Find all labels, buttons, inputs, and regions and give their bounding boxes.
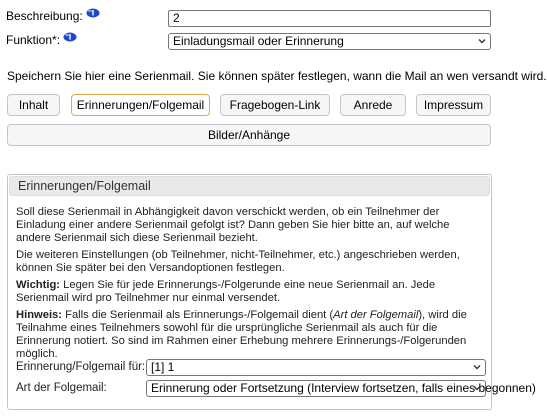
tab-inhalt[interactable]: Inhalt [7,94,60,116]
wichtig-label: Wichtig: [16,279,61,291]
funktion-label: Funktion*: [6,33,61,47]
beschreibung-input[interactable]: 2 [168,10,491,27]
tab-anrede[interactable]: Anrede [340,94,406,116]
tab-erinnerungen[interactable]: Erinnerungen/Folgemail [71,94,210,116]
tab-impressum[interactable]: Impressum [416,94,491,116]
hinweis-label: Hinweis: [16,309,63,321]
folgemail-fuer-select[interactable] [146,359,486,376]
folgemail-fuer-label: Erinnerung/Folgemail für: [16,361,146,373]
hinweis-text-a: Falls die Serienmail als Erinnerungs-/Folgemail dient ( [62,309,334,321]
panel-paragraph-2: Die weiteren Einstellungen (ob Teilnehmer, nicht-Teilnehmer, etc.) angeschrieben werden, können Sie später bei den Versandoptionen festlegen. [16,249,460,274]
art-folgemail-select[interactable] [146,380,536,397]
info-icon[interactable] [86,8,100,18]
hinweis-text-b: ), wird die Teilnahme eines Teilnehmers sowohl für die ursprüngliche Serienmail als auch für die Erinnerung notiert. So sind im Rahmen einer Erhebung mehrere Erinnerungs-/Folgerunden möglich. [16,309,467,360]
folgemail-fuer-value: [1] 1 [151,360,175,374]
info-icon[interactable] [63,32,77,42]
chevron-down-icon [478,37,486,45]
beschreibung-label-group [6,9,100,23]
funktion-label-group [6,33,77,47]
art-folgemail-label: Art der Folgemail: [16,382,107,394]
intro-text: Speichern Sie hier eine Serienmail. Sie können später festlegen, wann die Mail an wen versandt wird. [7,69,547,83]
panel-paragraph-1: Soll diese Serienmail in Abhängigkeit davon verschickt werden, ob ein Teilnehmer der Einladung einer andere Serienmail gefolgt ist? Dann geben Sie hier bitte an, auf welche andere Serienmail sich diese Serienmail bezieht. [16,206,450,244]
panel-title: Erinnerungen/Folgemail [9,176,490,196]
panel-paragraph-4 [16,309,486,361]
hinweis-italic: Art der Folgemail [333,309,419,321]
chevron-down-icon [473,384,481,392]
tab-fragebogen-link[interactable]: Fragebogen-Link [220,94,330,116]
funktion-select-value: Einladungsmail oder Erinnerung [173,34,344,48]
chevron-down-icon [473,363,481,371]
funktion-select[interactable] [168,33,491,50]
panel-paragraph-3 [16,279,486,305]
erinnerungen-panel [7,174,536,410]
tab-bilder-anhaenge[interactable]: Bilder/Anhänge [7,124,491,146]
beschreibung-label: Beschreibung: [6,9,83,23]
art-folgemail-value: Erinnerung oder Fortsetzung (Interview fortsetzen, falls eines begonnen) [151,381,536,395]
wichtig-text: Legen Sie für jede Erinnerungs-/Folgerunde eine neue Serienmail an. Jede Serienmail wird pro Teilnehmer nur einmal versendet. [16,279,436,304]
